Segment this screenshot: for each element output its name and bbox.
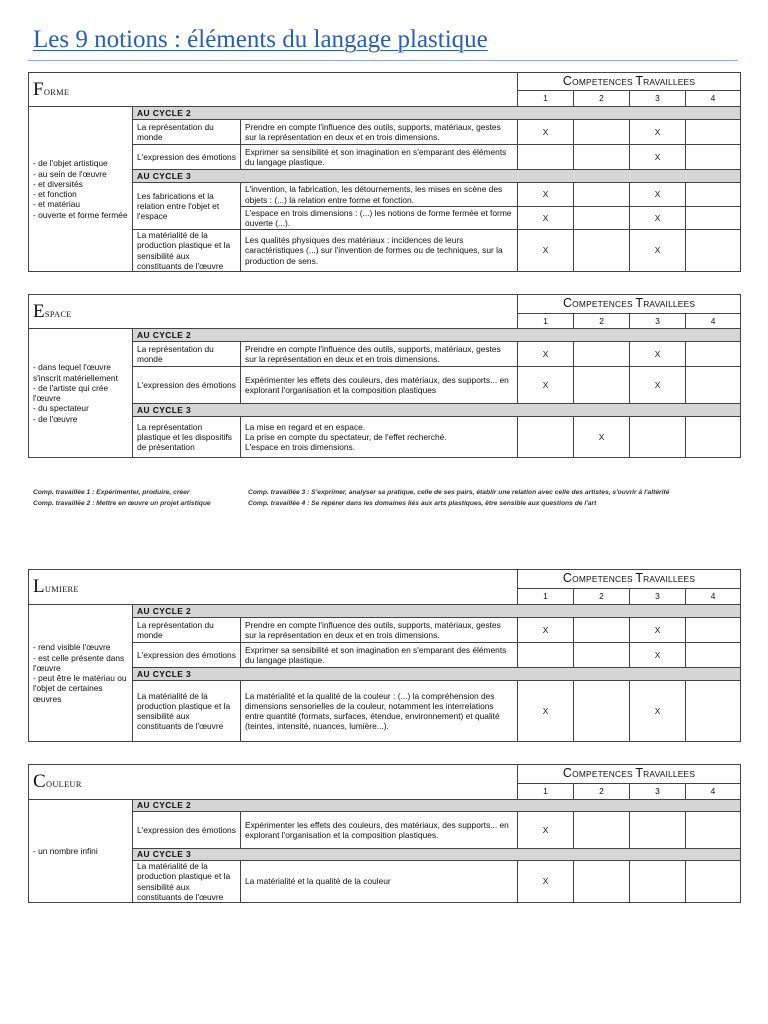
competence-mark — [686, 812, 741, 849]
row-text: Exprimer sa sensibilité et son imagination en s'emparant des éléments du langage plastique. — [241, 643, 518, 668]
row-text: Prendre en compte l'influence des outils, supports, matériaux, gestes sur la représentation en deux et en trois dimensions. — [241, 342, 518, 367]
sub-domain: La représentation du monde — [133, 342, 241, 367]
sub-domain: La représentation du monde — [133, 120, 241, 145]
cycle-label: AU CYCLE 3 — [133, 404, 741, 417]
competence-mark — [574, 812, 630, 849]
competence-mark — [686, 643, 741, 668]
competences-header: COMPETENCES TRAVAILLEES — [518, 765, 741, 784]
notion-title: COULEUR — [29, 765, 518, 800]
competence-mark — [574, 618, 630, 643]
competence-mark — [686, 120, 741, 145]
competence-mark: X — [630, 643, 686, 668]
competence-mark — [686, 183, 741, 207]
sub-domain: La représentation plastique et les dispositifs de présentation — [133, 417, 241, 458]
competence-mark — [518, 145, 574, 170]
competence-mark: X — [518, 342, 574, 367]
competence-mark — [574, 367, 630, 404]
competence-mark — [686, 367, 741, 404]
row-text: L'espace en trois dimensions : (...) les notions de forme fermée et forme ouverte (...). — [241, 207, 518, 230]
row-text: Exprimer sa sensibilité et son imagination en s'emparant des éléments du langage plastique. — [241, 145, 518, 170]
competence-number: 2 — [574, 589, 630, 605]
competence-mark — [518, 417, 574, 458]
competences-header: COMPETENCES TRAVAILLEES — [518, 73, 741, 91]
cycle-label: AU CYCLE 3 — [133, 668, 741, 681]
competence-mark: X — [630, 230, 686, 272]
competence-mark — [574, 145, 630, 170]
competence-mark: X — [630, 618, 686, 643]
competence-mark: X — [518, 230, 574, 272]
row-text: La matérialité et la qualité de la couleur : (...) la compréhension des dimensions sensorielles de la couleur, notamment les interrelations entre quantité (formats, surfaces, étendue, environnement) et qualité (teintes, intensité, nuances, lumière...). — [241, 681, 518, 742]
competences-header: COMPETENCES TRAVAILLEES — [518, 295, 741, 314]
legend-comp-2: Comp. travaillée 2 : Mettre en œuvre un projet artistique — [33, 500, 211, 507]
row-text: Les qualités physiques des matériaux : incidences de leurs caractéristiques (...) sur l'invention de formes ou de techniques, sur la production de sens. — [241, 230, 518, 272]
competence-number: 2 — [574, 784, 630, 800]
competence-mark — [574, 207, 630, 230]
competence-mark: X — [518, 861, 574, 903]
notion-title: ESPACE — [29, 295, 518, 329]
competence-mark — [686, 618, 741, 643]
competence-number: 4 — [686, 589, 741, 605]
cycle-label: AU CYCLE 2 — [133, 329, 741, 342]
competence-mark: X — [630, 367, 686, 404]
notion-description: - dans lequel l'œuvre s'inscrit matériellement - de l'artiste qui crée l'œuvre - du spectateur - de l'œuvre — [29, 329, 133, 458]
competence-mark — [686, 230, 741, 272]
competence-mark — [686, 207, 741, 230]
competence-mark — [574, 342, 630, 367]
competence-number: 3 — [630, 314, 686, 329]
row-text: La mise en regard et en espace. La prise en compte du spectateur, de l'effet recherché. L'espace en trois dimensions. — [241, 417, 518, 458]
row-text: Prendre en compte l'influence des outils, supports, matériaux, gestes sur la représentation en deux et en trois dimensions. — [241, 618, 518, 643]
sub-domain: La matérialité de la production plastique et la sensibilité aux constituants de l'œuvre — [133, 861, 241, 903]
sub-domain: La matérialité de la production plastique et la sensibilité aux constituants de l'œuvre — [133, 230, 241, 272]
cycle-label: AU CYCLE 2 — [133, 107, 741, 120]
competence-mark: X — [630, 681, 686, 742]
competence-mark — [574, 230, 630, 272]
competence-mark: X — [518, 681, 574, 742]
cycle-label: AU CYCLE 3 — [133, 170, 741, 183]
competence-mark: X — [518, 367, 574, 404]
competence-number: 3 — [630, 784, 686, 800]
competence-mark: X — [630, 120, 686, 145]
competence-number: 2 — [574, 314, 630, 329]
competence-mark — [574, 643, 630, 668]
notion-description: - un nombre infini — [29, 800, 133, 903]
competence-mark — [686, 417, 741, 458]
competence-mark: X — [518, 183, 574, 207]
legend — [33, 489, 743, 511]
competence-number: 1 — [518, 784, 574, 800]
competence-mark — [518, 643, 574, 668]
row-text: Prendre en compte l'influence des outils, supports, matériaux, gestes sur la représentation en deux et en trois dimensions. — [241, 120, 518, 145]
competence-mark: X — [630, 342, 686, 367]
notion-table-couleur — [28, 764, 741, 903]
cycle-label: AU CYCLE 3 — [133, 849, 741, 861]
competence-mark: X — [518, 812, 574, 849]
competence-mark — [574, 861, 630, 903]
notion-description: - rend visible l'œuvre - est celle présente dans l'œuvre - peut être le matériau ou l'objet de certaines œuvres — [29, 605, 133, 742]
row-text: Expérimenter les effets des couleurs, des matériaux, des supports... en explorant l'organisation et la composition plastiques — [241, 367, 518, 404]
competence-mark — [630, 861, 686, 903]
title-divider — [28, 60, 738, 61]
competence-number: 2 — [574, 91, 630, 107]
competence-mark: X — [574, 417, 630, 458]
competence-number: 3 — [630, 91, 686, 107]
legend-comp-4: Comp. travaillée 4 : Se repérer dans les domaines liés aux arts plastiques, être sensible aux questions de l'art — [248, 500, 597, 507]
competence-mark — [574, 183, 630, 207]
competence-mark — [686, 861, 741, 903]
sub-domain: L'expression des émotions — [133, 643, 241, 668]
competence-mark — [630, 417, 686, 458]
competence-mark: X — [630, 145, 686, 170]
sub-domain: Les fabrications et la relation entre l'objet et l'espace — [133, 183, 241, 230]
competence-mark — [630, 812, 686, 849]
legend-comp-1: Comp. travaillée 1 : Expérimenter, produire, créer — [33, 489, 190, 496]
competence-mark: X — [630, 183, 686, 207]
competence-mark — [574, 120, 630, 145]
sub-domain: La matérialité de la production plastique et la sensibilité aux constituants de l'œuvre — [133, 681, 241, 742]
cycle-label: AU CYCLE 2 — [133, 800, 741, 812]
sub-domain: La représentation du monde — [133, 618, 241, 643]
sub-domain: L'expression des émotions — [133, 812, 241, 849]
notion-title: FORME — [29, 73, 518, 107]
competence-mark: X — [630, 207, 686, 230]
row-text: Expérimenter les effets des couleurs, des matériaux, des supports... en explorant l'organisation et la composition plastiques. — [241, 812, 518, 849]
competence-number: 4 — [686, 314, 741, 329]
competence-mark: X — [518, 618, 574, 643]
page-title: Les 9 notions : éléments du langage plastique — [33, 26, 488, 53]
competence-mark: X — [518, 120, 574, 145]
row-text: L'invention, la fabrication, les détournements, les mises en scène des objets : (...) la relation entre forme et fonction. — [241, 183, 518, 207]
competence-number: 1 — [518, 91, 574, 107]
notion-table-forme — [28, 72, 741, 272]
competence-number: 3 — [630, 589, 686, 605]
row-text: La matérialité et la qualité de la couleur — [241, 861, 518, 903]
competence-number: 4 — [686, 91, 741, 107]
notion-title: LUMIERE — [29, 570, 518, 605]
competence-mark — [686, 342, 741, 367]
legend-comp-3: Comp. travaillée 3 : S'exprimer, analyser sa pratique, celle de ses pairs, établir une relation avec celle des artistes, s'ouvrir à l'altérité — [248, 489, 670, 496]
sub-domain: L'expression des émotions — [133, 145, 241, 170]
competence-number: 1 — [518, 589, 574, 605]
competences-header: COMPETENCES TRAVAILLEES — [518, 570, 741, 589]
sub-domain: L'expression des émotions — [133, 367, 241, 404]
notion-description: - de l'objet artistique - au sein de l'œuvre - et diversités - et fonction - et matériau - ouverte et forme fermée — [29, 107, 133, 272]
cycle-label: AU CYCLE 2 — [133, 605, 741, 618]
notion-table-lumiere — [28, 569, 741, 742]
competence-mark — [686, 681, 741, 742]
notion-table-espace — [28, 294, 741, 458]
competence-mark: X — [518, 207, 574, 230]
competence-number: 4 — [686, 784, 741, 800]
competence-mark — [686, 145, 741, 170]
competence-mark — [574, 681, 630, 742]
competence-number: 1 — [518, 314, 574, 329]
